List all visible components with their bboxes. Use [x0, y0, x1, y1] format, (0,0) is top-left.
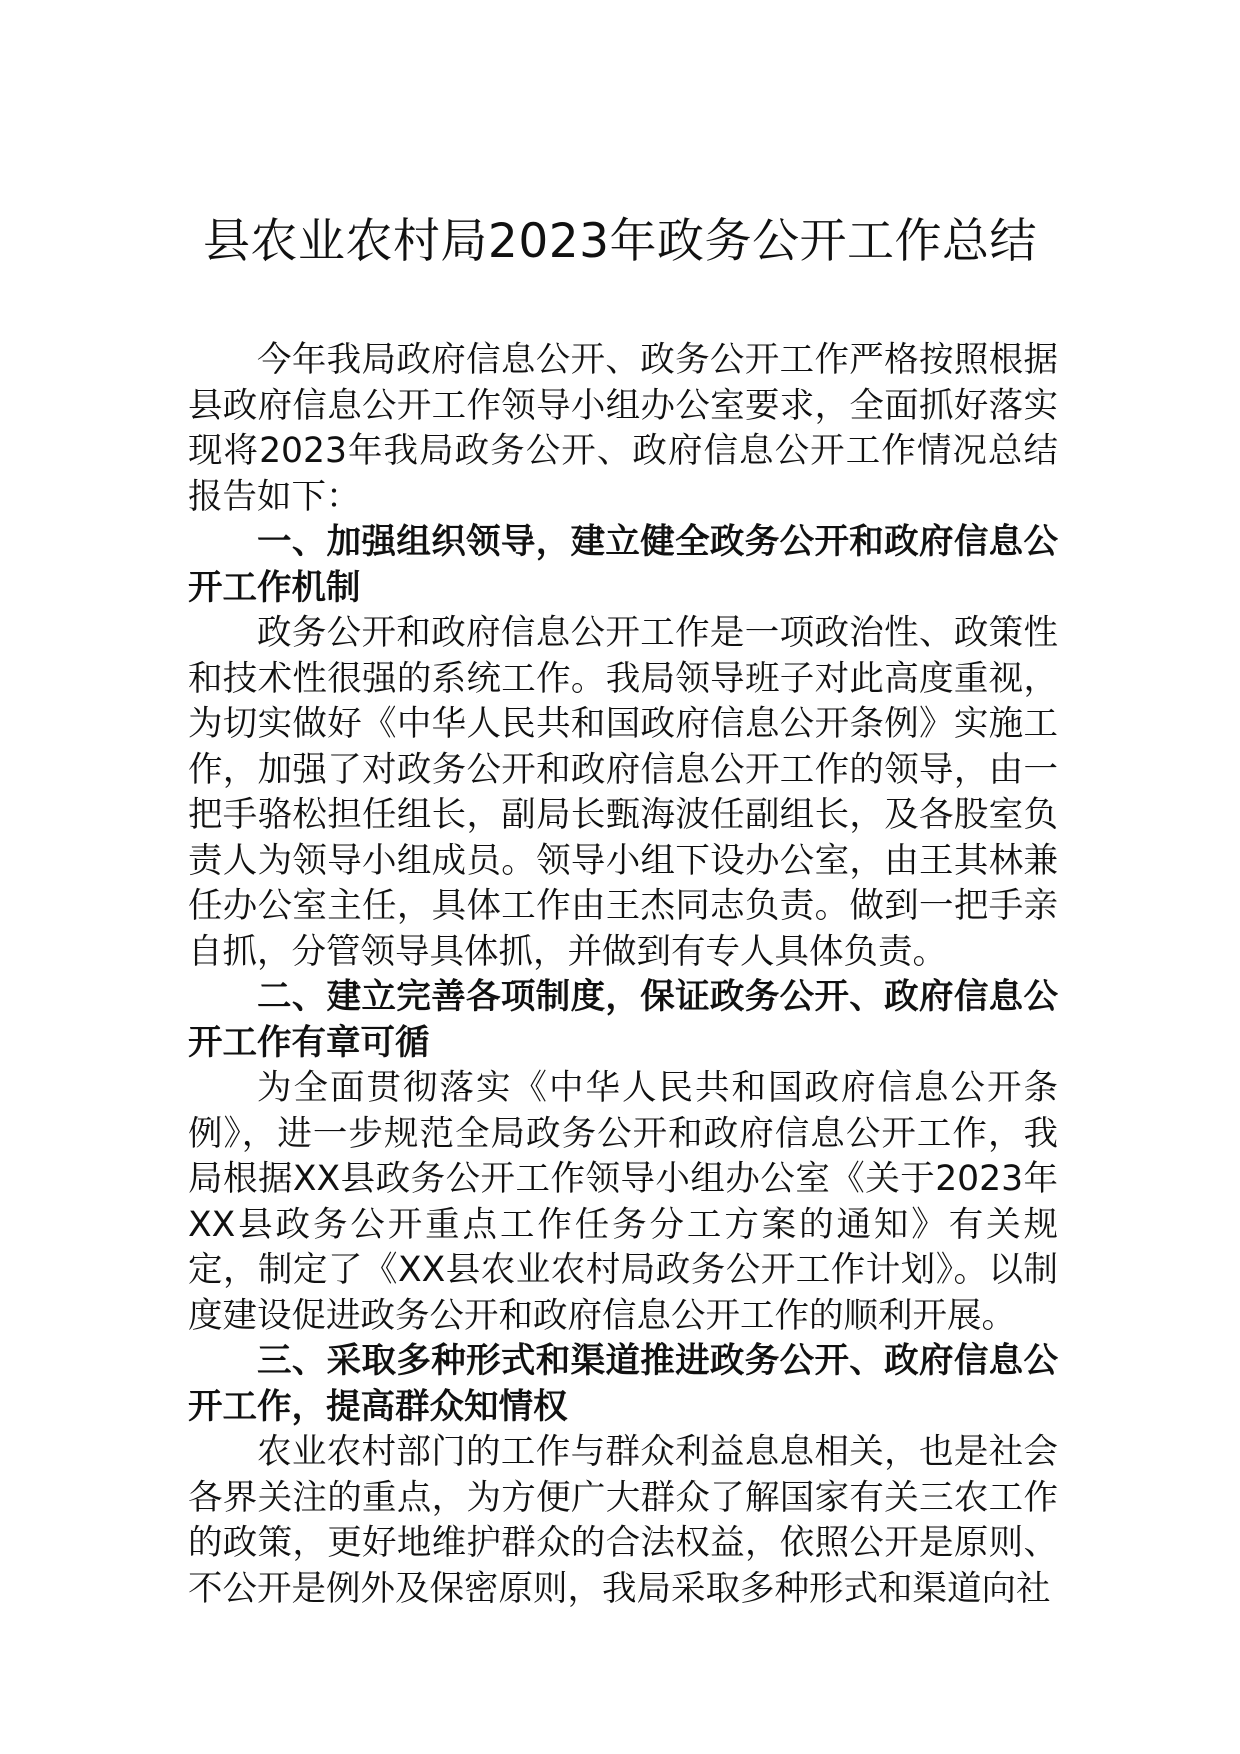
- section-paragraph-3: 农业农村部门的工作与群众利益息息相关，也是社会各界关注的重点，为方便广大群众了解国家有关三农工作的政策，更好地维护群众的合法权益，依照公开是原则、不公开是例外及保密原则，我局采取多种形式和渠道向社: [188, 1432, 1058, 1609]
- section-paragraph-2: 为全面贯彻落实《中华人民共和国政府信息公开条例》，进一步规范全局政务公开和政府信息公开工作，我局根据XX县政务公开工作领导小组办公室《关于2023年XX县政务公开重点工作任务分工方案的通知》有关规定，制定了《XX县农业农村局政务公开工作计划》。以制度建设促进政务公开和政府信息公开工作的顺利开展。: [188, 1068, 1058, 1336]
- section-heading-1: 一、加强组织领导，建立健全政务公开和政府信息公开工作机制: [188, 522, 1058, 608]
- document-title: 县农业农村局2023年政务公开工作总结: [202, 214, 1038, 269]
- document-body: [188, 338, 1058, 1612]
- section-heading-2: 二、建立完善各项制度，保证政务公开、政府信息公开工作有章可循: [188, 977, 1058, 1063]
- section-heading-3: 三、采取多种形式和渠道推进政务公开、政府信息公开工作，提高群众知情权: [188, 1341, 1058, 1427]
- section-paragraph-1: 政务公开和政府信息公开工作是一项政治性、政策性和技术性很强的系统工作。我局领导班子对此高度重视，为切实做好《中华人民共和国政府信息公开条例》实施工作，加强了对政务公开和政府信息公开工作的领导，由一把手骆松担任组长，副局长甄海波任副组长，及各股室负责人为领导小组成员。领导小组下设办公室，由王其林兼任办公室主任，具体工作由王杰同志负责。做到一把手亲自抓，分管领导具体抓，并做到有专人具体负责。: [188, 613, 1058, 972]
- intro-paragraph: 今年我局政府信息公开、政务公开工作严格按照根据县政府信息公开工作领导小组办公室要求，全面抓好落实现将2023年我局政务公开、政府信息公开工作情况总结报告如下：: [188, 340, 1058, 517]
